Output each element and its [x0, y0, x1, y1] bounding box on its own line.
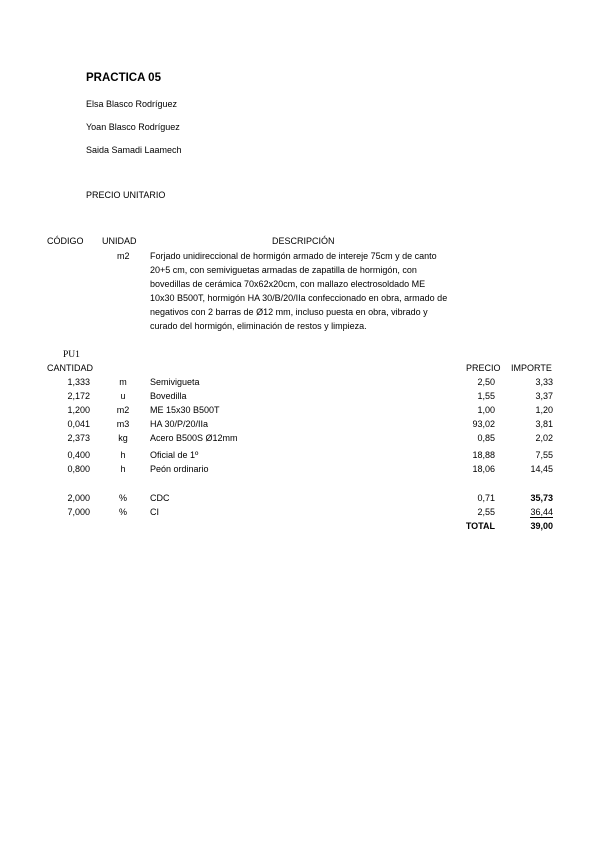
section-heading: PRECIO UNITARIO: [86, 190, 166, 200]
cell-unidad: m3: [116, 419, 130, 429]
cell-importe: 3,81: [535, 419, 553, 429]
cell-descripcion: Semivigueta: [150, 377, 200, 387]
cell-precio: 1,00: [477, 405, 495, 415]
cell-descripcion: HA 30/P/20/IIa: [150, 419, 209, 429]
cell-cantidad: 1,200: [67, 405, 90, 415]
cell-importe: 3,37: [535, 391, 553, 401]
cell-cantidad: 2,000: [67, 493, 90, 503]
cell-unidad: h: [120, 450, 126, 460]
cell-cantidad: 0,041: [67, 419, 90, 429]
cell-unidad: m2: [116, 405, 130, 415]
cell-descripcion: Peón ordinario: [150, 464, 209, 474]
header-unidad: UNIDAD: [102, 236, 137, 246]
cell-importe: 7,55: [535, 450, 553, 460]
cell-precio: 0,85: [477, 433, 495, 443]
item-unit: m2: [117, 251, 130, 261]
cell-cantidad: 0,400: [67, 450, 90, 460]
page-title: PRACTICA 05: [86, 72, 161, 84]
table-row: [0, 493, 599, 507]
cell-precio: 18,06: [472, 464, 495, 474]
total-value: 39,00: [530, 521, 553, 531]
cell-unidad: %: [118, 507, 127, 517]
author-name: Yoan Blasco Rodríguez: [86, 122, 180, 132]
author-name: Saida Samadi Laamech: [86, 145, 182, 155]
cell-precio: 93,02: [472, 419, 495, 429]
cell-unidad: m: [119, 377, 127, 387]
cell-importe: 35,73: [530, 493, 553, 503]
column-cantidad: CANTIDAD: [47, 363, 94, 373]
column-precio: PRECIO: [466, 363, 501, 373]
table-row: [0, 405, 599, 419]
cell-importe: 36,44: [530, 507, 553, 517]
cell-cantidad: 7,000: [67, 507, 90, 517]
table-row: [0, 391, 599, 405]
cell-cantidad: 2,172: [67, 391, 90, 401]
table-row: [0, 433, 599, 447]
header-descripcion: DESCRIPCIÓN: [272, 236, 335, 246]
cell-descripcion: CDC: [150, 493, 170, 503]
cell-precio: 0,71: [477, 493, 495, 503]
cell-importe: 2,02: [535, 433, 553, 443]
cell-precio: 1,55: [477, 391, 495, 401]
author-name: Elsa Blasco Rodríguez: [86, 99, 178, 109]
cell-importe: 14,45: [530, 464, 553, 474]
cell-cantidad: 2,373: [67, 433, 90, 443]
table-row: [0, 450, 599, 464]
cell-descripcion: CI: [150, 507, 159, 517]
column-importe: IMPORTE: [511, 363, 552, 373]
cell-descripcion: Oficial de 1º: [150, 450, 199, 460]
table-row: [0, 419, 599, 433]
header-codigo: CÓDIGO: [47, 236, 84, 246]
cell-precio: 2,50: [477, 377, 495, 387]
cell-precio: 18,88: [472, 450, 495, 460]
cell-unidad: %: [118, 493, 127, 503]
total-row: [0, 521, 599, 535]
cell-importe: 3,33: [535, 377, 553, 387]
cell-descripcion: ME 15x30 B500T: [150, 405, 220, 415]
item-description: Forjado unidireccional de hormigón armado de intereje 75cm y de canto 20+5 cm, con semiviguetas armadas de zapatilla de hormigón, con bovedillas de cerámica 70x62x20cm, con mallazo electrosoldado ME 10x30 B500T, hormigón HA 30/B/20/IIa confeccionado en obra, armado de negativos con 2 barras de Ø12 mm, incluso puesta en obra, vibrado y curado del hormigón, eliminación de restos y limpieza.: [150, 251, 448, 331]
item-code: PU1: [63, 350, 80, 360]
cell-unidad: u: [120, 391, 126, 401]
cell-unidad: h: [120, 464, 126, 474]
cell-unidad: kg: [118, 433, 128, 443]
table-row: [0, 377, 599, 391]
cell-importe: 1,20: [535, 405, 553, 415]
cell-precio: 2,55: [477, 507, 495, 517]
cell-cantidad: 1,333: [67, 377, 90, 387]
cell-descripcion: Bovedilla: [150, 391, 187, 401]
total-label: TOTAL: [465, 521, 495, 531]
cell-cantidad: 0,800: [67, 464, 90, 474]
cell-descripcion: Acero B500S Ø12mm: [150, 433, 238, 443]
table-row: [0, 464, 599, 478]
table-row: [0, 507, 599, 521]
